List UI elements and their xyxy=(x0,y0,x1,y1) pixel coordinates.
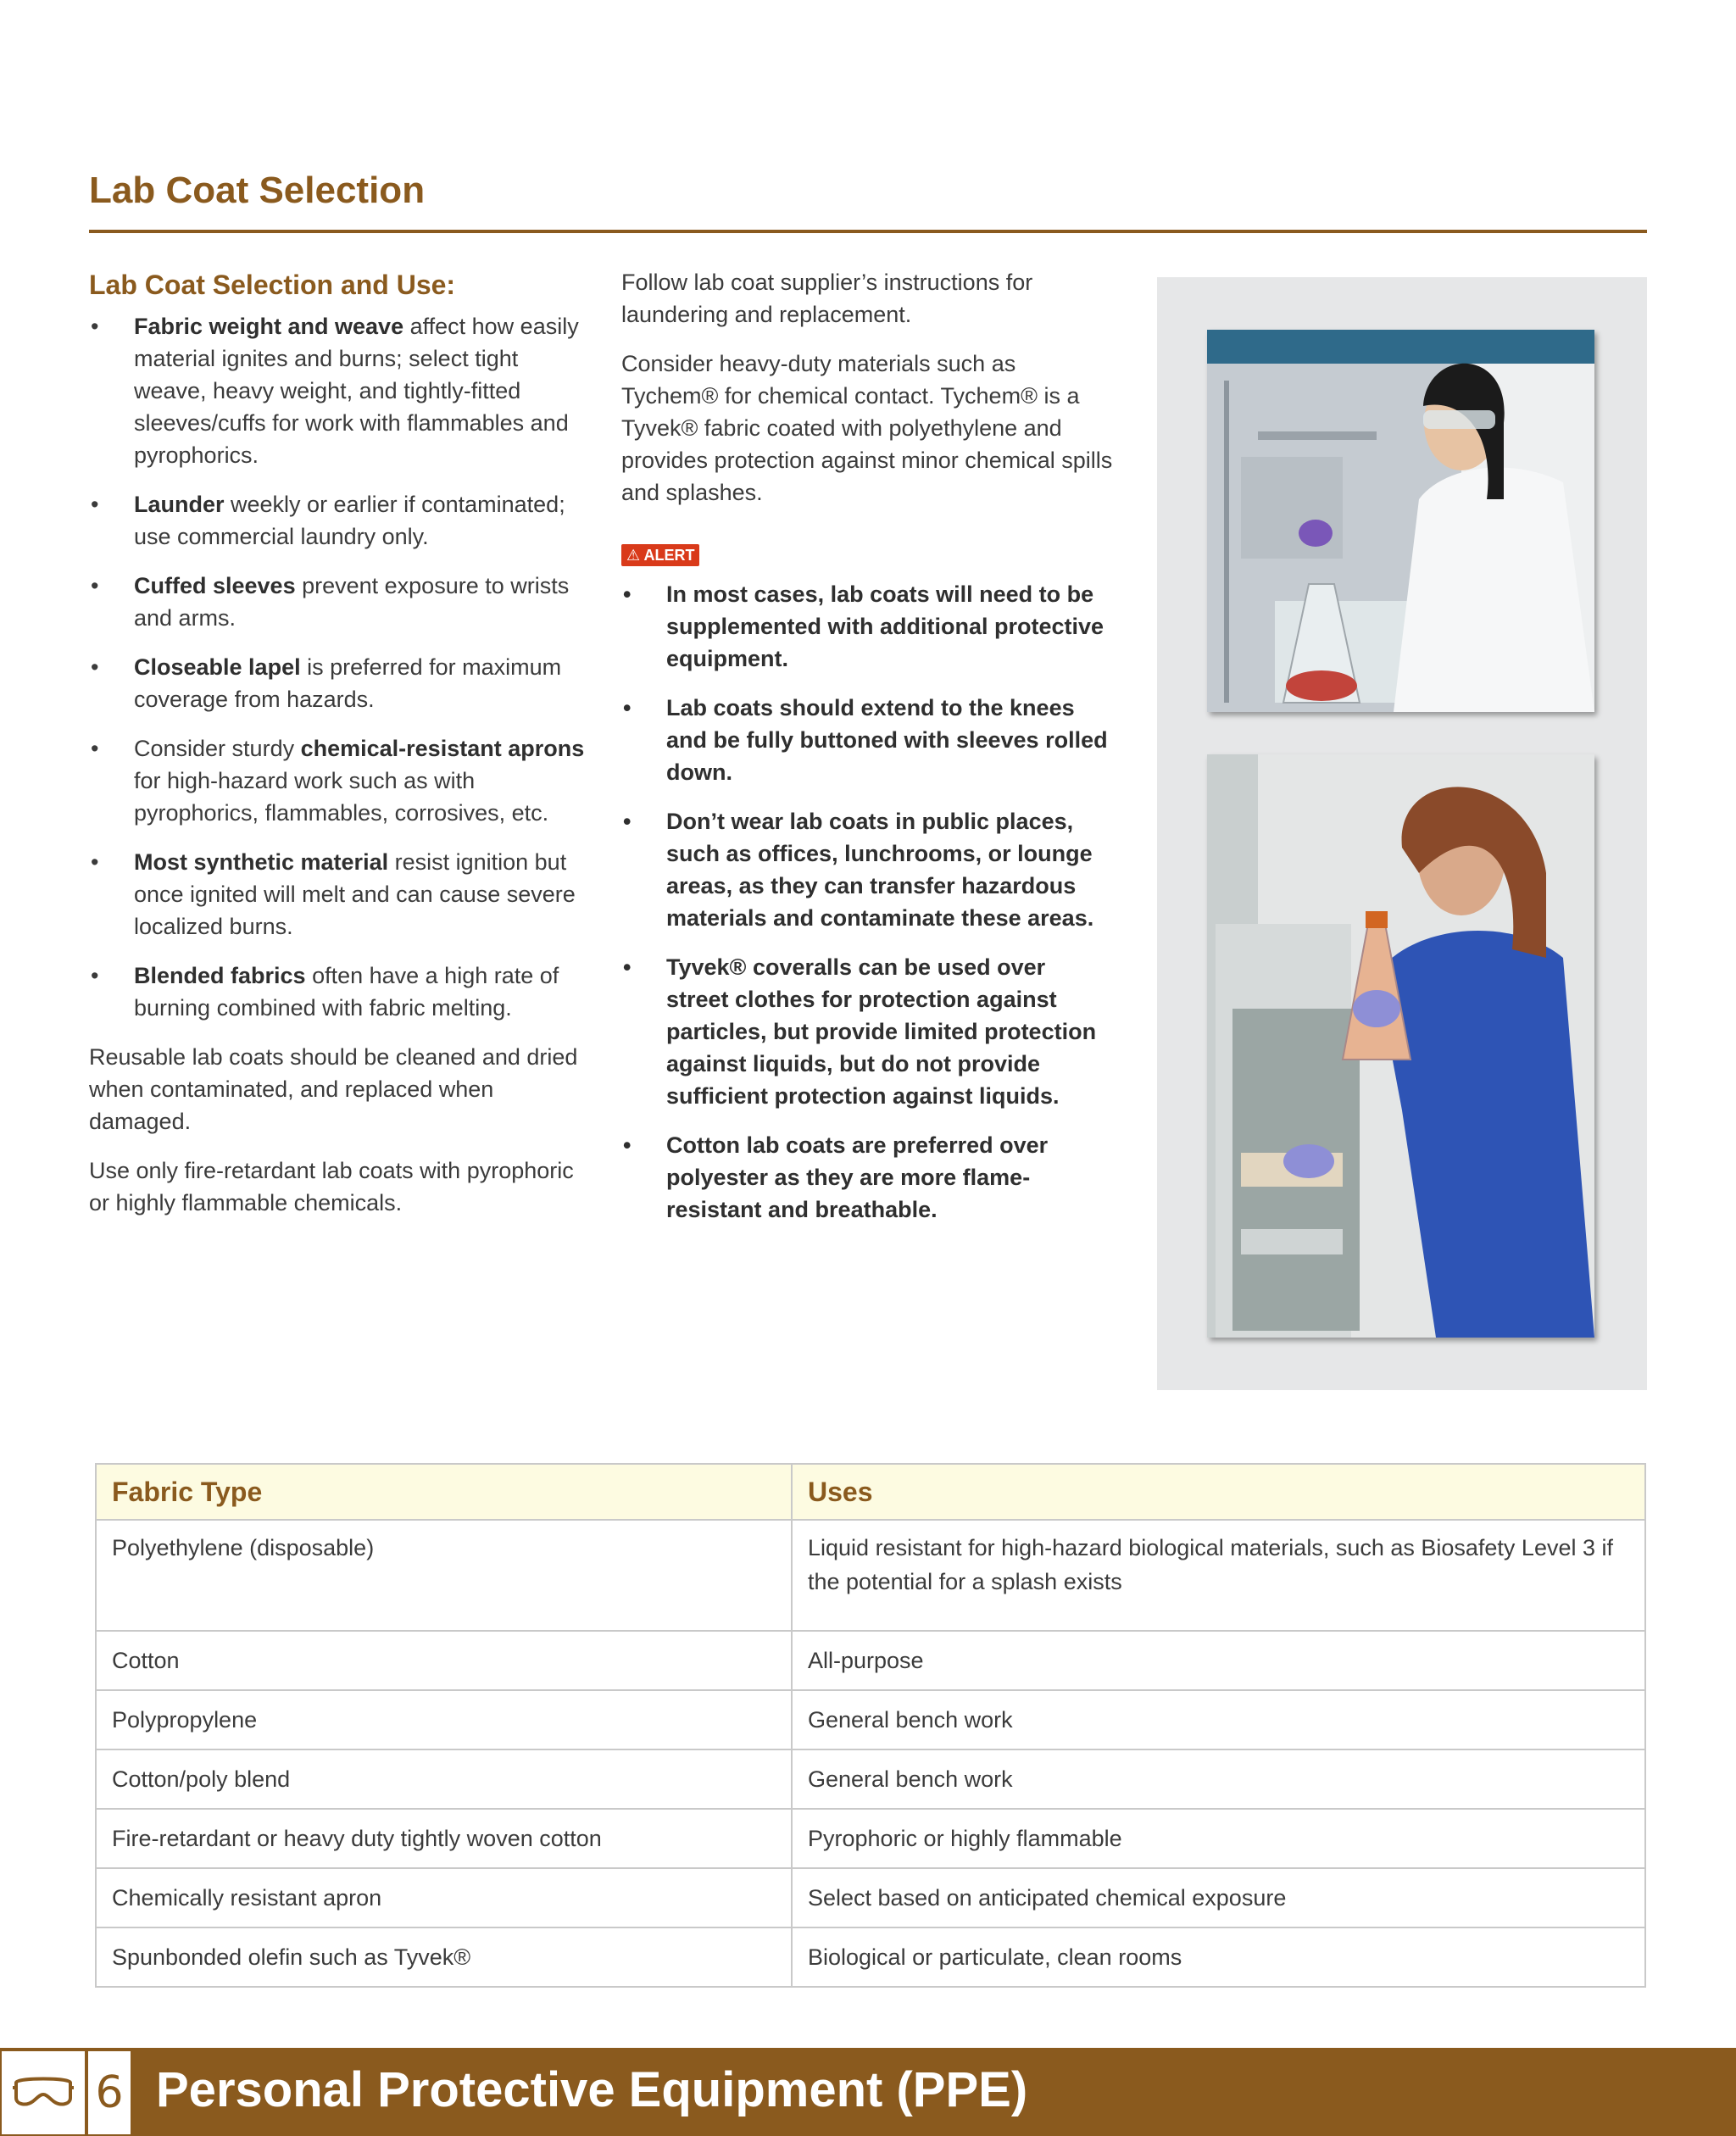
bullet-icon: • xyxy=(91,736,99,761)
page-title: Lab Coat Selection xyxy=(89,170,426,211)
list-item xyxy=(89,846,589,943)
fabric-type-cell: Spunbonded olefin such as Tyvek® xyxy=(96,1927,792,1987)
alert-bullet-text: In most cases, lab coats will need to be supplemented with additional protective equipment. xyxy=(666,581,1104,671)
safety-goggles-icon xyxy=(2,2051,85,2134)
fabric-type-cell: Fire-retardant or heavy duty tightly woven cotton xyxy=(96,1809,792,1868)
list-item xyxy=(621,805,1113,934)
footer-banner xyxy=(0,2048,1736,2136)
table-row xyxy=(96,1809,1645,1868)
body-paragraph: Follow lab coat supplier’s instructions for laundering and replacement. xyxy=(621,270,1033,327)
selection-bullet-list xyxy=(89,310,589,1024)
alert-bullet-text: Tyvek® coveralls can be used over street clothes for protection against particles, but provide limited protection against liquids, but do not provide sufficient protection against liquids. xyxy=(666,954,1097,1109)
bullet-text: prevent exposure to wrists and arms. xyxy=(134,573,570,631)
bullet-text: resist ignition but once ignited will melt and can cause severe localized burns. xyxy=(134,849,576,939)
list-item xyxy=(89,651,589,715)
list-item xyxy=(89,570,589,634)
table-row xyxy=(96,1749,1645,1809)
table-row xyxy=(96,1631,1645,1690)
uses-cell: All-purpose xyxy=(792,1631,1645,1690)
section-heading: Lab Coat Selection and Use: xyxy=(89,270,456,300)
body-paragraph: Reusable lab coats should be cleaned and dried when contaminated, and replaced when damaged. xyxy=(89,1044,578,1134)
list-item xyxy=(89,732,589,829)
bullet-label: chemical-resistant aprons xyxy=(300,736,585,761)
middle-column xyxy=(621,266,1113,1243)
list-item xyxy=(89,488,589,553)
warning-icon: ⚠ xyxy=(626,547,641,564)
lab-photo-scientist-incubator xyxy=(1207,754,1594,1338)
bullet-text: is preferred for maximum coverage from hazards. xyxy=(134,654,562,712)
alert-bullet-text: Cotton lab coats are preferred over polyester as they are more flame-resistant and breathable. xyxy=(666,1132,1049,1222)
uses-cell: Select based on anticipated chemical exposure xyxy=(792,1868,1645,1927)
list-item xyxy=(89,310,589,471)
left-column xyxy=(89,266,589,1236)
fabric-type-cell: Polyethylene (disposable) xyxy=(96,1520,792,1631)
page-number: 6 xyxy=(88,2051,131,2134)
bullet-icon: • xyxy=(91,573,99,598)
fabric-type-cell: Polypropylene xyxy=(96,1690,792,1749)
body-paragraph: Consider heavy-duty materials such as Tychem® for chemical contact. Tychem® is a Tyvek® fabric coated with polyethylene and provides protection against minor chemical spills and splashes. xyxy=(621,351,1113,505)
bullet-text: for high-hazard work such as with pyrophorics, flammables, corrosives, etc. xyxy=(134,768,549,826)
list-item xyxy=(621,578,1113,675)
bullet-label: Launder xyxy=(134,492,225,517)
list-item xyxy=(89,960,589,1024)
bullet-icon: • xyxy=(623,954,632,980)
bullet-prefix: Consider sturdy xyxy=(134,736,301,761)
table-row xyxy=(96,1520,1645,1631)
column-header-fabric-type: Fabric Type xyxy=(96,1464,792,1520)
bullet-text: affect how easily material ignites and burns; select tight weave, heavy weight, and tightly-fitted sleeves/cuffs for work with flammables and pyrophorics. xyxy=(134,314,579,468)
list-item xyxy=(621,692,1113,788)
uses-cell: Liquid resistant for high-hazard biological materials, such as Biosafety Level 3 if the potential for a splash exists xyxy=(792,1520,1645,1631)
bullet-icon: • xyxy=(91,963,99,988)
bullet-icon: • xyxy=(91,314,99,339)
uses-cell: Pyrophoric or highly flammable xyxy=(792,1809,1645,1868)
bullet-icon: • xyxy=(91,492,99,517)
bullet-text: weekly or earlier if contaminated; use commercial laundry only. xyxy=(134,492,565,549)
column-header-uses: Uses xyxy=(792,1464,1645,1520)
bullet-icon: • xyxy=(623,581,632,607)
table-row xyxy=(96,1868,1645,1927)
bullet-icon: • xyxy=(91,654,99,680)
lab-photo-scientist-fume-hood xyxy=(1207,330,1594,712)
table-header-row xyxy=(96,1464,1645,1520)
alert-bullet-text: Don’t wear lab coats in public places, such as offices, lunchrooms, or lounge areas, as they can transfer hazardous materials and contaminate these areas. xyxy=(666,809,1094,931)
table-row xyxy=(96,1690,1645,1749)
bullet-icon: • xyxy=(91,849,99,875)
uses-cell: General bench work xyxy=(792,1749,1645,1809)
uses-cell: General bench work xyxy=(792,1690,1645,1749)
fabric-type-table xyxy=(95,1463,1646,1988)
bullet-label: Most synthetic material xyxy=(134,849,389,875)
bullet-icon: • xyxy=(623,809,632,834)
bullet-label: Cuffed sleeves xyxy=(134,573,296,598)
bullet-text: often have a high rate of burning combined with fabric melting. xyxy=(134,963,559,1021)
alert-label: ALERT xyxy=(643,547,695,564)
bullet-icon: • xyxy=(623,1132,632,1158)
table-row xyxy=(96,1927,1645,1987)
title-divider xyxy=(89,230,1647,233)
fabric-type-cell: Cotton/poly blend xyxy=(96,1749,792,1809)
fabric-type-cell: Chemically resistant apron xyxy=(96,1868,792,1927)
bullet-icon: • xyxy=(623,695,632,720)
uses-cell: Biological or particulate, clean rooms xyxy=(792,1927,1645,1987)
alert-bullet-text: Lab coats should extend to the knees and be fully buttoned with sleeves rolled down. xyxy=(666,695,1108,785)
body-paragraph: Use only fire-retardant lab coats with pyrophoric or highly flammable chemicals. xyxy=(89,1158,574,1215)
fabric-type-cell: Cotton xyxy=(96,1631,792,1690)
alert-bullet-list xyxy=(621,578,1113,1226)
alert-badge xyxy=(621,544,699,566)
list-item xyxy=(621,951,1113,1112)
list-item xyxy=(621,1129,1113,1226)
footer-title: Personal Protective Equipment (PPE) xyxy=(156,2062,1028,2117)
bullet-label: Fabric weight and weave xyxy=(134,314,404,339)
bullet-label: Blended fabrics xyxy=(134,963,306,988)
bullet-label: Closeable lapel xyxy=(134,654,301,680)
photo-panel xyxy=(1157,277,1647,1390)
